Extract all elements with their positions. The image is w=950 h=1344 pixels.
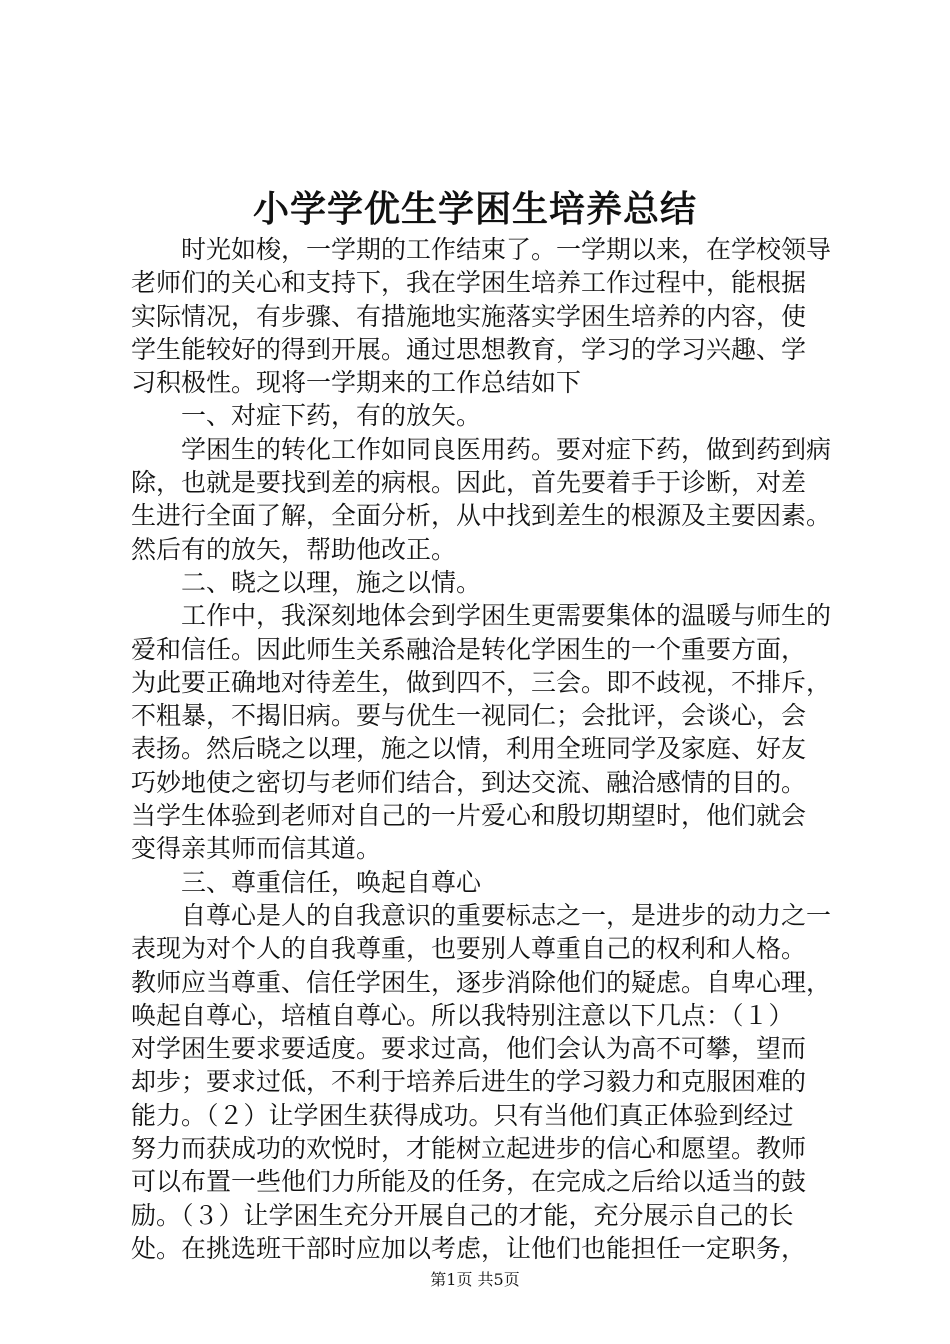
- text-line: 爱和信任。因此师生关系融洽是转化学困生的一个重要方面，: [131, 634, 807, 664]
- text-line: 三、尊重信任，唤起自尊心: [181, 867, 482, 897]
- text-line: 当学生体验到老师对自己的一片爱心和殷切期望时，他们就会: [131, 801, 807, 831]
- text-line: 处。在挑选班干部时应加以考虑，让他们也能担任一定职务，: [131, 1233, 807, 1263]
- text-line: 对学困生要求要适度。要求过高，他们会认为高不可攀，望而: [131, 1034, 807, 1064]
- text-line: 表现为对个人的自我尊重，也要别人尊重自己的权利和人格。: [131, 934, 807, 964]
- text-line: 表扬。然后晓之以理，施之以情，利用全班同学及家庭、好友: [131, 734, 807, 764]
- text-line: 自尊心是人的自我意识的重要标志之一，是进步的动力之一: [181, 900, 832, 930]
- text-line: 不粗暴，不揭旧病。要与优生一视同仁；会批评，会谈心，会: [131, 701, 807, 731]
- text-line: 学困生的转化工作如同良医用药。要对症下药，做到药到病: [181, 434, 832, 464]
- document-body: [131, 233, 843, 1265]
- text-line: 除，也就是要找到差的病根。因此，首先要着手于诊断，对差: [131, 468, 807, 498]
- text-line: 实际情况，有步骤、有措施地实施落实学困生培养的内容，使: [131, 301, 807, 331]
- text-line: 生进行全面了解，全面分析，从中找到差生的根源及主要因素。: [131, 501, 832, 531]
- text-line: 巧妙地使之密切与老师们结合，到达交流、融洽感情的目的。: [131, 767, 807, 797]
- text-line: 时光如梭，一学期的工作结束了。一学期以来，在学校领导: [181, 235, 832, 264]
- text-line: 工作中，我深刻地体会到学困生更需要集体的温暖与师生的: [181, 601, 832, 631]
- text-line: 二、晓之以理，施之以情。: [181, 567, 482, 597]
- page-title: 小学学优生学困生培养总结: [252, 188, 697, 230]
- text-line: 励。（３）让学困生充分开展自己的才能，充分展示自己的长: [131, 1200, 794, 1230]
- text-line: 教师应当尊重、信任学困生，逐步消除他们的疑虑。自卑心理，: [131, 967, 832, 997]
- text-line: 变得亲其师而信其道。: [131, 834, 382, 864]
- text-line: 却步；要求过低，不利于培养后进生的学习毅力和克服困难的: [131, 1067, 807, 1097]
- text-line: 能力。（２）让学困生获得成功。只有当他们真正体验到经过: [131, 1100, 794, 1130]
- text-line: 学生能较好的得到开展。通过思想教育，学习的学习兴趣、学: [131, 334, 807, 364]
- text-line: 唤起自尊心，培植自尊心。所以我特别注意以下几点：（１）: [131, 1000, 794, 1030]
- text-line: 然后有的放矢，帮助他改正。: [131, 534, 457, 564]
- text-line: 老师们的关心和支持下，我在学困生培养工作过程中，能根据: [131, 268, 807, 298]
- text-line: 习积极性。现将一学期来的工作总结如下: [131, 368, 582, 398]
- page-number-footer: 第1页 共5页: [430, 1270, 520, 1289]
- text-line: 为此要正确地对待差生，做到四不，三会。即不歧视，不排斥，: [131, 667, 832, 697]
- text-line: 可以布置一些他们力所能及的任务，在完成之后给以适当的鼓: [131, 1167, 807, 1197]
- text-line: 一、对症下药，有的放矢。: [181, 401, 482, 431]
- text-line: 努力而获成功的欢悦时，才能树立起进步的信心和愿望。教师: [131, 1134, 807, 1164]
